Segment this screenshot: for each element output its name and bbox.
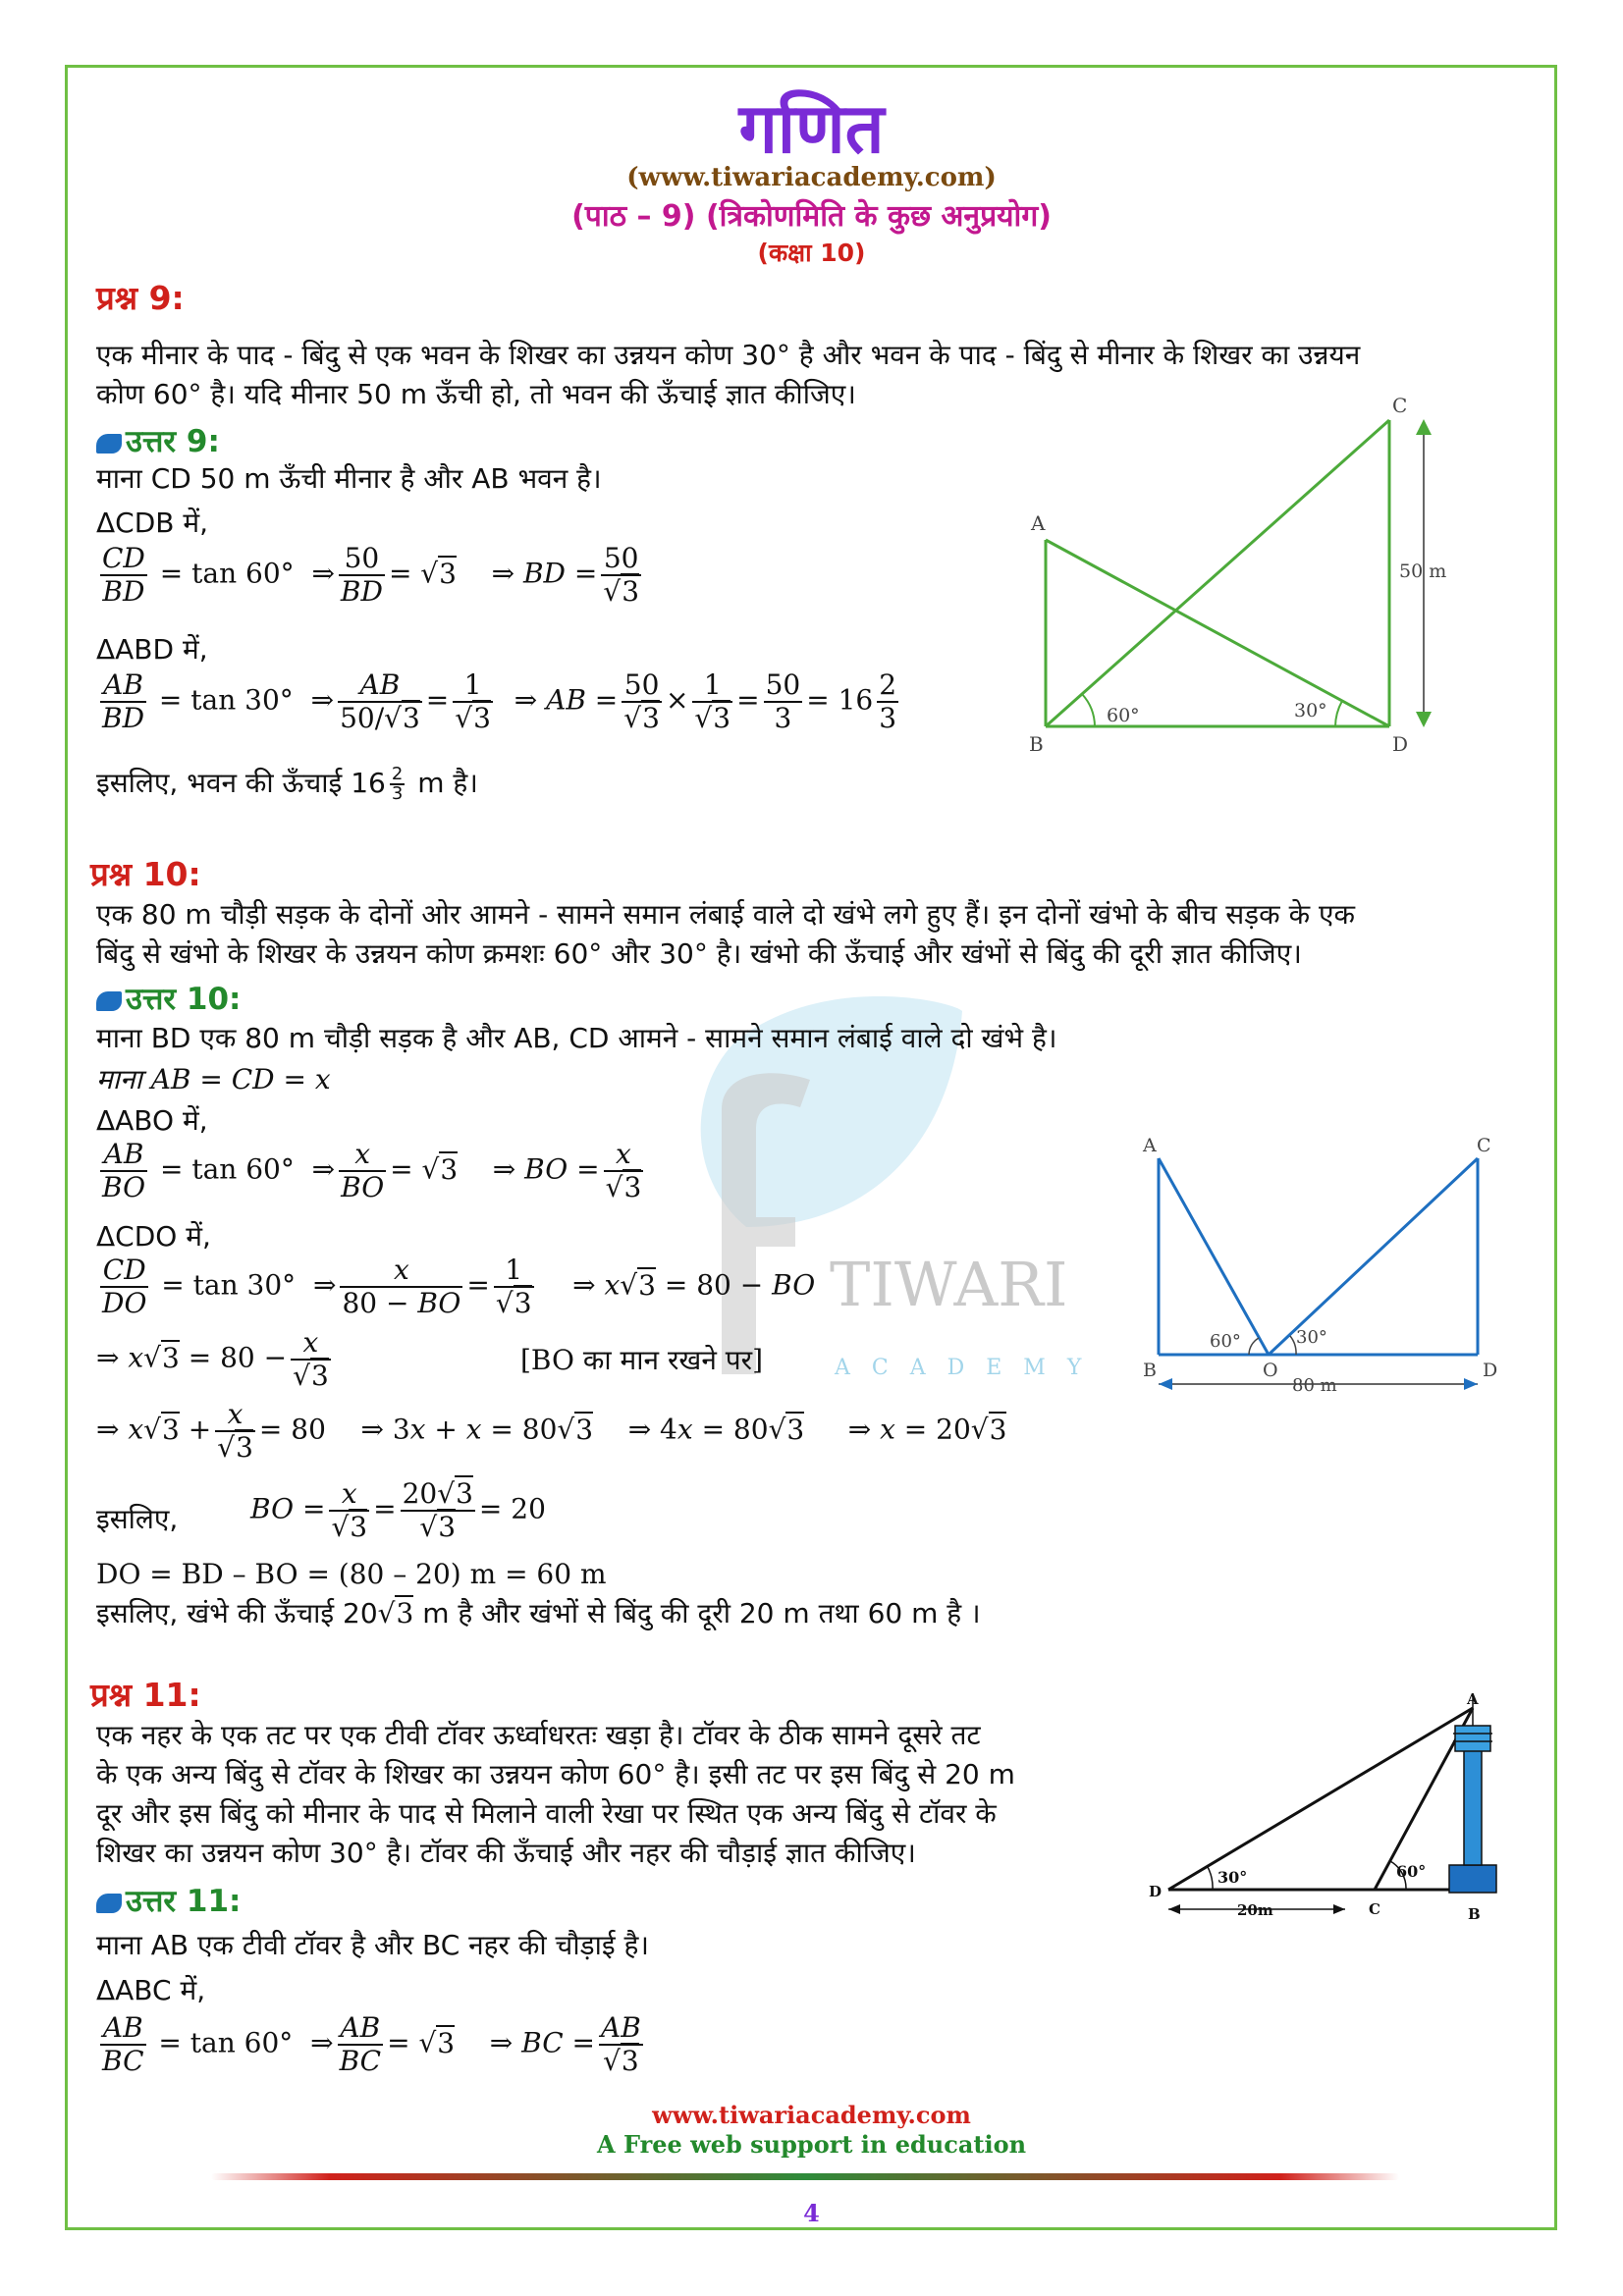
fig9-angle-60: 60° xyxy=(1107,705,1140,726)
answer-10-heading xyxy=(96,978,241,1019)
fig9-height: 50 m xyxy=(1399,561,1447,582)
answer-11-heading xyxy=(96,1880,241,1921)
feather-icon xyxy=(96,434,122,454)
figure-9 xyxy=(1011,388,1483,761)
answer-9-heading xyxy=(96,420,220,461)
figure-10 xyxy=(1129,1119,1512,1414)
footer-site: www.tiwariacademy.com xyxy=(652,2101,971,2129)
conclusion-10-pre: इसलिए, खंभे की ऊँचाई 20 xyxy=(96,1597,378,1629)
answer-10-triangle-cdo: ΔCDO में, xyxy=(96,1220,211,1253)
feather-icon xyxy=(96,1894,122,1913)
fig10-label-b: B xyxy=(1143,1360,1157,1381)
fig11-label-a: A xyxy=(1467,1690,1479,1708)
watermark-sub: ACADEMY xyxy=(835,1356,1104,1380)
fig10-angle-30: 30° xyxy=(1296,1327,1327,1348)
answer-9-eq-1: $\frac{CD}{BD}$ = tan 60° ⇒ $\frac{50}{BD}$ = √3 ⇒ BD = $\frac{50}{√3}$ xyxy=(102,542,640,608)
fig11-angle-30: 30° xyxy=(1217,1868,1248,1887)
conclusion-9-post: m है। xyxy=(408,767,478,799)
question-11-line-1: एक नहर के एक तट पर एक टीवी टॉवर ऊर्ध्वाधरतः खड़ा है। टॉवर के ठीक सामने दूसरे तट xyxy=(96,1719,981,1751)
header-site: (www.tiwariacademy.com) xyxy=(626,163,997,192)
footer-divider xyxy=(211,2173,1399,2180)
answer-10-do-line: DO = BD – BO = (80 – 20) m = 60 m xyxy=(96,1558,607,1590)
fig11-label-c: C xyxy=(1369,1900,1380,1918)
fig11-label-b: B xyxy=(1468,1905,1481,1923)
answer-10-note: [BO का मान रखने पर] xyxy=(520,1344,764,1376)
fig9-label-a: A xyxy=(1031,511,1046,535)
answer-11-eq-1: $\frac{AB}{BC}$ = tan 60° ⇒ $\frac{AB}{BC}$ = √3 ⇒ BC = $\frac{AB}{√3}$ xyxy=(102,2011,641,2077)
answer-9-triangle-cdb: ΔCDB में, xyxy=(96,507,209,539)
fig11-distance: 20m xyxy=(1237,1901,1273,1919)
question-11-heading: प्रश्न 11: xyxy=(90,1676,201,1714)
footer-tagline: A Free web support in education xyxy=(596,2130,1027,2159)
question-10-heading: प्रश्न 10: xyxy=(90,855,201,893)
fig10-label-c: C xyxy=(1477,1135,1491,1156)
answer-10-eq-1: $\frac{AB}{BO}$ = tan 60° ⇒ $\frac{x}{BO}$ = √3 ⇒ BO = $\frac{x}{√3}$ xyxy=(102,1138,642,1203)
page-title: गणित xyxy=(738,88,885,169)
question-9-line-1: एक मीनार के पाद - बिंदु से एक भवन के शिखर का उन्नयन कोण 30° है और भवन के पाद - बिंदु से मीनार के शिखर का उन्नयन xyxy=(96,339,1361,371)
answer-11-heading-text: उत्तर 11: xyxy=(126,1884,242,1919)
question-11-line-4: शिखर का उन्नयन कोण 30° है। टॉवर की ऊँचाई और नहर की चौड़ाई ज्ञात कीजिए। xyxy=(96,1837,916,1869)
fig9-label-b: B xyxy=(1029,732,1044,756)
answer-9-conclusion: इसलिए, भवन की ऊँचाई 16 $\frac{2}{3}$ m है। xyxy=(96,764,478,804)
page-number: 4 xyxy=(803,2199,820,2227)
answer-10-eq-2: $\frac{CD}{DO}$ = tan 30° ⇒ $\frac{x}{80 - BO}$ = $\frac{1}{√3}$ ⇒ x√3 = 80 − BO xyxy=(102,1254,816,1319)
answer-10-eq-5: BO = $\frac{x}{√3}$ = $\frac{20√3}{√3}$ = 20 xyxy=(250,1477,546,1543)
question-9-heading: प्रश्न 9: xyxy=(96,279,185,317)
fig10-label-d: D xyxy=(1483,1360,1498,1381)
feather-icon xyxy=(96,991,122,1011)
question-9-line-2: कोण 60° है। यदि मीनार 50 m ऊँची हो, तो भवन की ऊँचाई ज्ञात कीजिए। xyxy=(96,378,856,410)
conclusion-9-pre: इसलिए, भवन की ऊँचाई 16 xyxy=(96,767,386,799)
header-chapter: (पाठ – 9) (त्रिकोणमिति के कुछ अनुप्रयोग) xyxy=(571,199,1052,234)
fig11-angle-60: 60° xyxy=(1396,1862,1427,1881)
question-11-line-3: दूर और इस बिंदु को मीनार के पाद से मिलाने वाली रेखा पर स्थित एक अन्य बिंदु से टॉवर के xyxy=(96,1797,997,1830)
answer-9-heading-text: उत्तर 9: xyxy=(126,424,220,459)
answer-10-triangle-abo: ΔABO में, xyxy=(96,1104,208,1137)
answer-11-line-1: माना AB एक टीवी टॉवर है और BC नहर की चौड़ाई है। xyxy=(96,1929,649,1961)
answer-10-heading-text: उत्तर 10: xyxy=(126,982,242,1017)
fig10-angle-60: 60° xyxy=(1210,1331,1241,1352)
fig10-label-o: O xyxy=(1263,1360,1278,1381)
fig11-label-d: D xyxy=(1149,1883,1163,1900)
answer-10-line-1: माना BD एक 80 m चौड़ी सड़क है और AB, CD आमने - सामने समान लंबाई वाले दो खंभे है। xyxy=(96,1022,1057,1054)
fig10-width: 80 m xyxy=(1292,1375,1337,1396)
question-11-line-2: के एक अन्य बिंदु से टॉवर के शिखर का उन्नयन कोण 60° है। इसी तट पर इस बिंदु से 20 m xyxy=(96,1758,1015,1790)
conclusion-10-post: m है और खंभों से बिंदु की दूरी 20 m तथा 60 m है । xyxy=(413,1597,981,1629)
fig10-label-a: A xyxy=(1143,1135,1157,1156)
answer-10-conclusion: इसलिए, खंभे की ऊँचाई 20√3 m है और खंभों से बिंदु की दूरी 20 m तथा 60 m है । xyxy=(96,1597,981,1629)
answer-10-eq-4: ⇒ x√3 + $\frac{x}{√3}$ = 80 ⇒ 3x + x = 80√3 ⇒ 4x = 80√3 ⇒ x = 20√3 xyxy=(96,1398,1007,1464)
figure-11 xyxy=(1139,1688,1532,1924)
watermark-name: TIWARI xyxy=(830,1249,1068,1320)
header-class: (कक्षा 10) xyxy=(757,239,866,267)
answer-10-so: इसलिए, xyxy=(96,1503,179,1535)
answer-9-line-1: माना CD 50 m ऊँची मीनार है और AB भवन है। xyxy=(96,462,602,495)
answer-9-eq-2: $\frac{AB}{BD}$ = tan 30° ⇒ $\frac{AB}{50/√3}$ = $\frac{1}{√3}$ ⇒ AB = $\frac{50}{√3}$ × $\frac{1}{√3}$ = $\frac{50}{3}$ = 16 $\frac{2}{3}$ xyxy=(102,668,897,734)
answer-9-triangle-abd: ΔABD में, xyxy=(96,633,208,666)
fig9-label-c: C xyxy=(1392,394,1408,417)
answer-10-line-2: माना AB = CD = x xyxy=(96,1063,331,1095)
fig9-label-d: D xyxy=(1392,732,1409,756)
question-10-line-1: एक 80 m चौड़ी सड़क के दोनों ओर आमने - सामने समान लंबाई वाले दो खंभे लगे हुए हैं। इन दोनों खंभो के बीच सड़क के एक xyxy=(96,898,1355,931)
answer-11-triangle-abc: ΔABC में, xyxy=(96,1974,206,2006)
question-10-line-2: बिंदु से खंभो के शिखर के उन्नयन कोण क्रमशः 60° और 30° है। खंभो की ऊँचाई और खंभों से बिंदु की दूरी ज्ञात कीजिए। xyxy=(96,937,1302,970)
answer-10-eq-3: ⇒ x√3 = 80 − $\frac{x}{√3}$ xyxy=(96,1326,329,1392)
fig9-angle-30: 30° xyxy=(1294,700,1327,721)
